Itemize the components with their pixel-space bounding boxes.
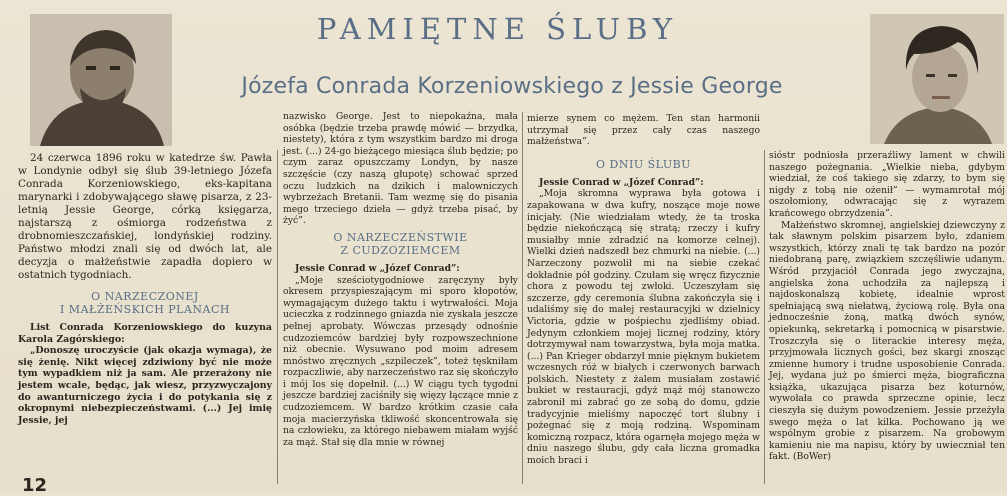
woman-portrait-icon: [870, 14, 1004, 144]
continued-paragraph: mierze synem co mężem. Ten stan harmonii utrzymał się przez cały czas naszego małżeństwa”.: [527, 113, 760, 148]
column-3: [527, 113, 760, 467]
quote-source: Jessie Conrad w „Józef Conrad”:: [539, 176, 704, 188]
section-heading-line-1: O NARZECZONEJ: [91, 290, 199, 303]
continued-paragraph: nazwisko George. Jest to niepokaźna, mała osóbka (będzie trzeba prawdę mówić — brzydka, niestety), która z tym wszystkim bardzo mi droga jest. (...) 24-go bieżącego miesiąca ślub będzie; po czym zaraz opuszczamy Londyn, by nasze szczęście (czy naszą głupotę) schować sprzed oczu ludzkich na dzikich i malowniczych wybrzeżach Bretanii. Tam wezmę się do pisania mego trzeciego dzieła — gdyż trzeba pisać, by żyć”.: [283, 111, 518, 227]
portrait-photo-left: [30, 14, 172, 146]
column-divider: [764, 150, 765, 484]
man-portrait-icon: [30, 14, 172, 146]
article-subtitle: Józefa Conrada Korzeniowskiego z Jessie George: [241, 74, 783, 99]
section-heading-line-1: O NARZECZEŃSTWIE: [333, 230, 468, 244]
section-heading: O DNIU ŚLUBU: [596, 157, 691, 171]
quote-text: „Moje sześciotygodniowe zaręczyny były okresem przyspieszającym mi sporo kłopotów, wymagającym dużego taktu i wytrwałości. Moja ucieczka z rodzinnego gniazda nie zyskała jeszcze pełnej aprobaty. Wówczas przesądy odnośnie cudzoziemców bardziej były rozpowszechnione niż obecnie. Wysuwano pod moim adresem mnóstwo zręcznych „szpileczek”, toteż tęskniłam rozpaczliwie, aby narzeczeństwo raz się skończyło i mój los się dopełnił. (...) W ciągu tych tygodni jeszcze bardziej zaciśniły się więzy łączące mnie z cudzoziemcem. W bardzo krótkim czasie cała moja macierzyńska tkliwość skoncentrowała się na człowieku, za którego niebawem miałam wyjść za mąż. Stał się dla mnie w równej: [283, 274, 518, 448]
portrait-photo-right: [870, 14, 1004, 144]
column-divider: [522, 112, 523, 484]
continued-paragraph: sióstr podniosła przeraźliwy lament w chwili naszego pożegnania. „Wielkie nieba, gdybym wiedział, że coś takiego się zdarzy, to bym się nigdy z tobą nie ożenił” — wymamrotał mój oszołomiony, odwracając się z wyrazem krańcowego obrzydzenia”.: [769, 150, 1005, 219]
column-1: [18, 152, 272, 426]
page-number: 12: [22, 475, 48, 496]
article-title: PAMIĘTNE ŚLUBY: [316, 12, 679, 46]
column-2: [283, 111, 518, 448]
column-4: [769, 150, 1005, 463]
quote-source: Jessie Conrad w „Józef Conrad”:: [295, 262, 460, 274]
quote-source: List Conrada Korzeniowskiego do kuzyna Karola Zagórskiego:: [18, 322, 272, 345]
section-heading-line-2: I MAŁŻEŃSKICH PLANACH: [59, 303, 231, 316]
intro-paragraph: 24 czerwca 1896 roku w katedrze św. Pawła w Londynie odbył się ślub 39-letniego Józefa Conrada Korzeniowskiego, eks-kapitana marynarki i zdobywającego sławę pisarza, z 23-letnią Jessie George, córką księgarza, najstarszą z ośmiorga rodzeństwa z drobnomieszczańskiej, londyńskiej rodziny. Państwo młodzi znali się od dwóch lat, ale decyzja o małżeństwie zapadła dopiero w ostatnich tygodniach.: [18, 152, 272, 281]
quote-text: „Donoszę uroczyście (jak okazja wymaga), że się żenię. Nikt więcej zdziwiony być nie może tym wypadkiem niż ja sam. Ale przerażony nie jestem wcale, będąc, jak wiesz, przyzwyczajony do awanturniczego życia i do potykania się z okropnymi niebezpieczeństwami. (...) Jej imię Jessie, jej: [18, 345, 272, 426]
section-heading-line-2: Z CUDZOZIEMCEM: [340, 243, 461, 257]
column-divider: [277, 150, 278, 484]
quote-text: „Moja skromna wyprawa była gotowa i zapakowana w dwa kufry, noszące moje nowe inicjały. (Nie wiedziałam wtedy, że ta troska będzie niekończącą się stratą; rzeczy i kufry musiałby mnie zdradzić na komorze celnej). Wielki dzień nadszedł bez chmurki na niebie. (...) Narzeczony pozwolił mi na siebie czekać dokładnie pół godziny. Czułam się wręcz fizycznie chora z powodu tej zwłoki. Uczeszyłam się szczerze, gdy ceremonia ślubna zakończyła się i udaliśmy się do małej restauracyjki w dzielnicy Victoria, gdzie w pośpiechu zjedliśmy obiad. Jedynym członkiem mojej licznej rodziny, który dotrzymywał nam towarzystwa, była moja matka. (...) Pan Krieger obdarzył mnie pięknym bukietem wczesnych róż w białych i czerwonych barwach polskich. Niestety z żalem musiałam zostawić bukiet w restauracji, gdyż mąż mój stanowczo zabronił mi zabrać go ze sobą do domu, gdzie tradycyjnie mieliśmy napoczęć tort ślubny i pożegnać się z moją rodziną. Wspominam komiczną rozpacz, która ogarnęła mojego męża w dniu naszego ślubu, gdy cała liczna gromadka moich braci i: [527, 188, 760, 467]
section-heading: [283, 231, 518, 257]
closing-paragraph: Małżeństwo skromnej, angielskiej dziewczyny z tak sławnym polskim pisarzem było, zdaniem wszystkich, którzy znali tę tak bardzo na pozór niedobraną parę, związkiem szczęśliwie udanym. Wśród przyjaciół Conrada jego zwyczajna, angielska żona uchodziła za najlepszą i najdoskonalszą kobietę, idealnie wprost spełniającą swą niełatwą, życiową rolę. Była ona jednocześnie żoną, matką dwóch synów, opiekunką, sekretarką i pomocnicą w pisarstwie. Troszczyła się o literackie interesy męża, przyjmowała licznych gości, bez skargi znosząc zmienne humory i trudne usposobienie Conrada. Jej, wydana już po śmierci męża, biograficzna książka, ukazująca pisarza bez koturnów, wywołała co prawda sprzeczne opinie, lecz cieszyła się dużym powodzeniem. Jessie przeżyła swego męża o lat kilka. Pochowano ją we wspólnym grobie z pisarzem. Na grobowym kamieniu nie ma napisu, który by uwieczniał ten fakt. (BoWer): [769, 219, 1005, 463]
section-heading: [18, 290, 272, 316]
